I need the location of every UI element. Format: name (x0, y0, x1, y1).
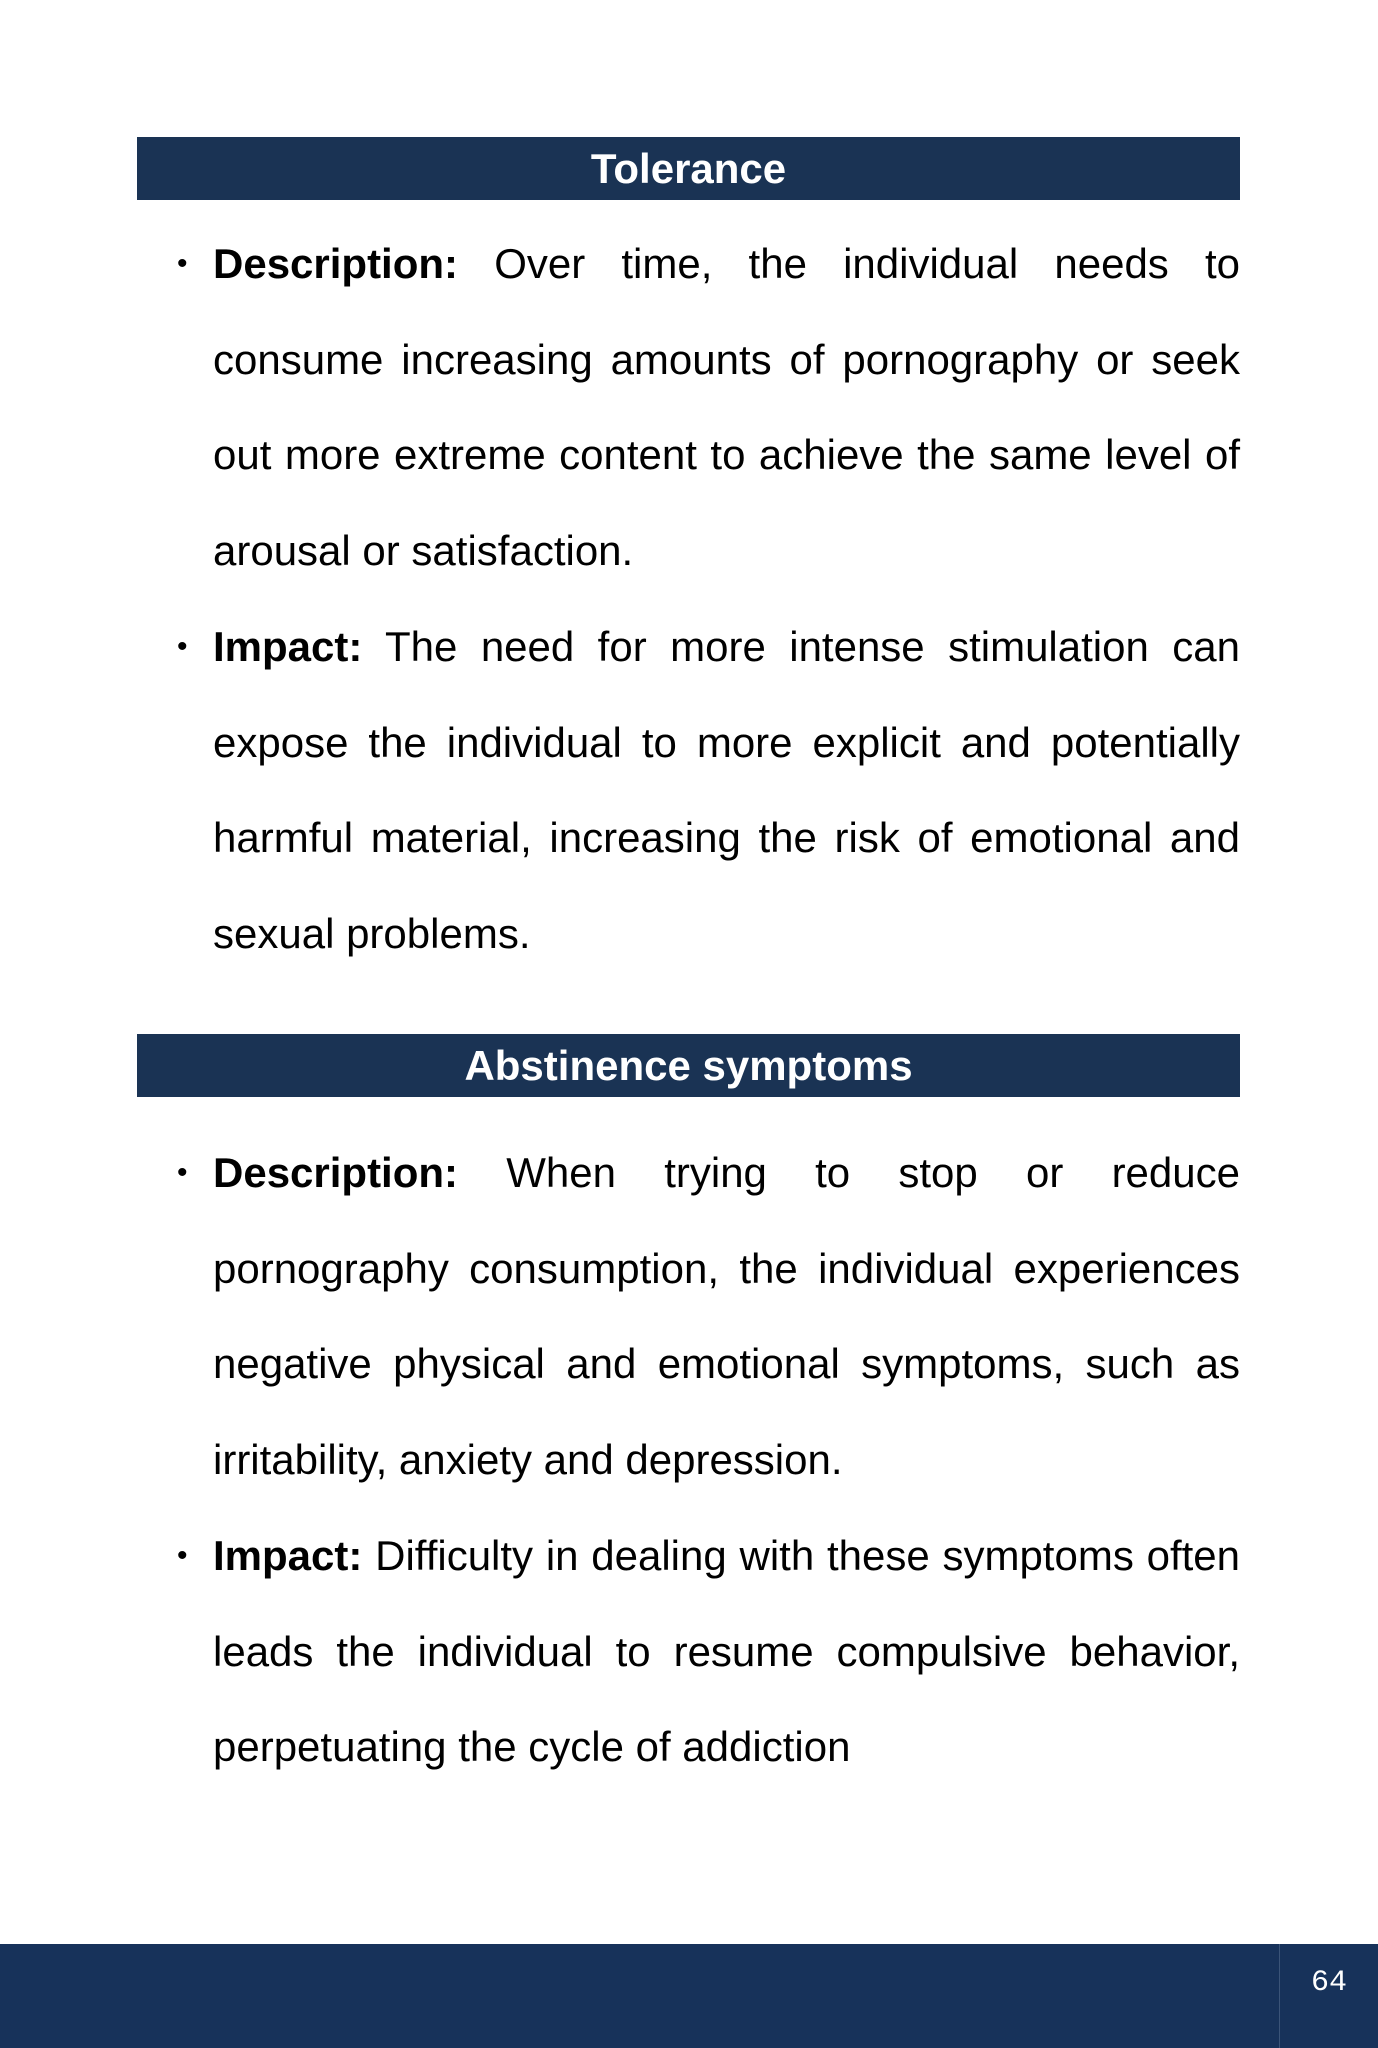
item-text: Difficulty in dealing with these symptoms often leads the individual to resume compulsive behavior, perpetuating the cycle of addiction (213, 1531, 1240, 1771)
bullet-icon: • (177, 1156, 188, 1189)
item-text: The need for more intense stimulation can expose the individual to more explicit and potentially harmful material, increasing the risk of emotional and sexual problems. (213, 622, 1240, 957)
bullet-icon: • (177, 1538, 188, 1572)
list-item (177, 1125, 1240, 1508)
item-text: When trying to stop or reduce pornography consumption, the individual experiences negative physical and emotional symptoms, such as irritability, anxiety and depression. (213, 1149, 1240, 1484)
item-label: Description: (213, 1149, 459, 1196)
list-item (177, 599, 1240, 982)
tolerance-list (177, 216, 1240, 982)
list-item (177, 216, 1240, 599)
page-number: 64 (1310, 1966, 1347, 2000)
item-label: Description: (213, 240, 459, 287)
abstinence-list (177, 1125, 1240, 1795)
item-text: Over time, the individual needs to consume increasing amounts of pornography or seek out more extreme content to achieve the same level of arousal or satisfaction. (213, 240, 1240, 575)
section-header-abstinence: Abstinence symptoms (137, 1034, 1240, 1097)
list-item (177, 1508, 1240, 1795)
item-label: Impact: (213, 1531, 363, 1579)
bullet-icon: • (177, 247, 188, 280)
section-header-tolerance: Tolerance (137, 137, 1240, 200)
item-label: Impact: (213, 622, 363, 670)
page-footer (0, 1944, 1378, 2048)
bullet-icon: • (177, 629, 188, 663)
